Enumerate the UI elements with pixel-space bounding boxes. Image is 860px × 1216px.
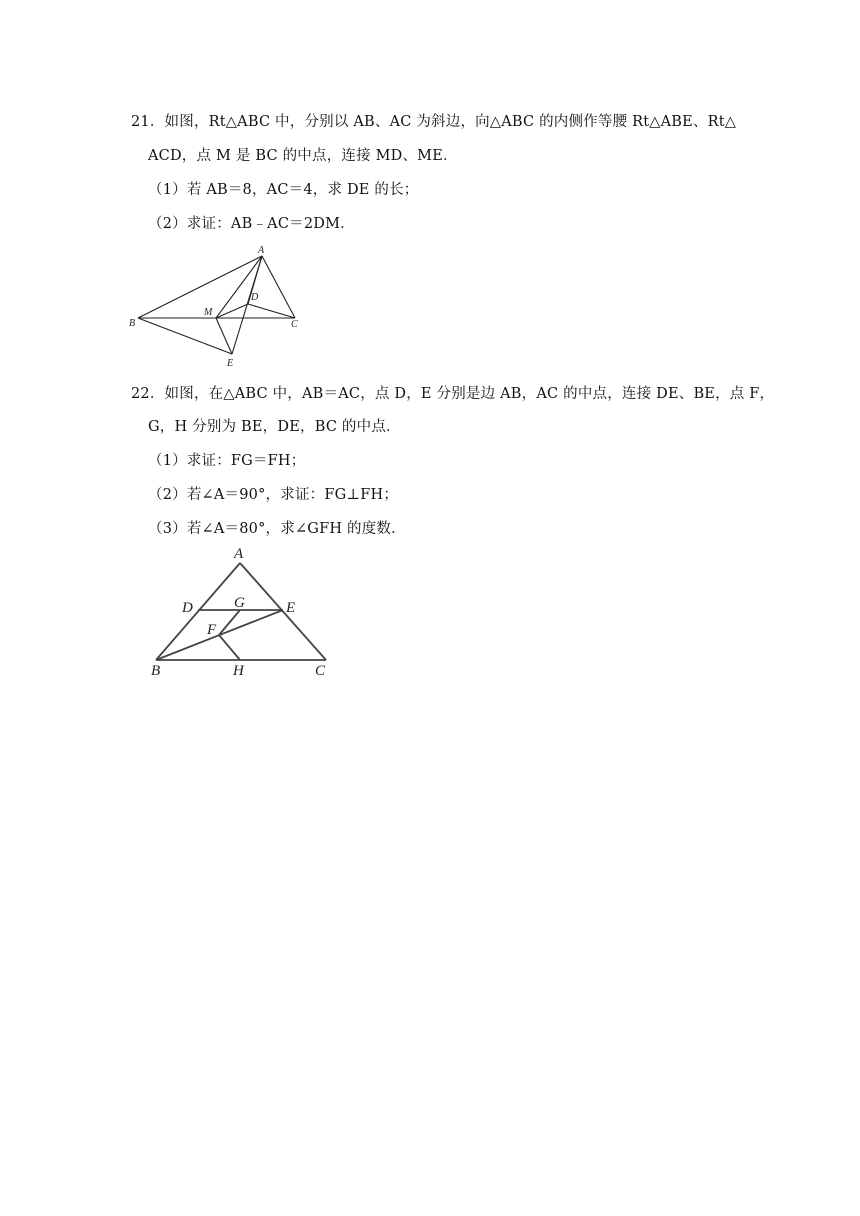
q22-label-h: H [233, 663, 244, 679]
q21-label-m: M [204, 307, 213, 318]
q21-part1: （1）若 AB＝8，AC＝4，求 DE 的长； [148, 182, 419, 198]
q22-label-b: B [151, 663, 161, 679]
q21-label-a: A [258, 245, 265, 256]
q22-line2: G，H 分别为 BE，DE，BC 的中点． [148, 419, 401, 435]
segment-ac [240, 563, 326, 660]
q22-label-c: C [315, 663, 326, 679]
q22-label-d: D [182, 600, 193, 616]
q21-label-c: C [291, 319, 298, 330]
q22-part2: （2）若∠A＝90°，求证：FG⊥FH； [148, 487, 399, 503]
q21-part2: （2）求证：AB﹣AC＝2DM． [148, 216, 355, 232]
q21-line1: 21．如图，Rt△ABC 中，分别以 AB、AC 为斜边，向△ABC 的内侧作等腰 Rt△ABE、Rt△ [131, 114, 737, 130]
q22-label-g: G [234, 595, 245, 611]
q21-label-e: E [227, 358, 234, 369]
q22-part3: （3）若∠A＝80°，求∠GFH 的度数． [148, 521, 406, 537]
q22-label-f: F [207, 622, 217, 638]
q21-label-d: D [251, 292, 259, 303]
q22-label-a: A [234, 546, 244, 562]
q22-part1: （1）求证：FG＝FH； [148, 453, 306, 469]
q22-label-e: E [286, 600, 296, 616]
segment-fh [219, 635, 240, 660]
q21-line2: ACD，点 M 是 BC 的中点，连接 MD、ME． [148, 148, 458, 164]
q22-line1: 22．如图，在△ABC 中，AB＝AC，点 D，E 分别是边 AB，AC 的中点，连接 DE、BE，点 F， [131, 386, 775, 402]
q21-label-b: B [129, 318, 136, 329]
